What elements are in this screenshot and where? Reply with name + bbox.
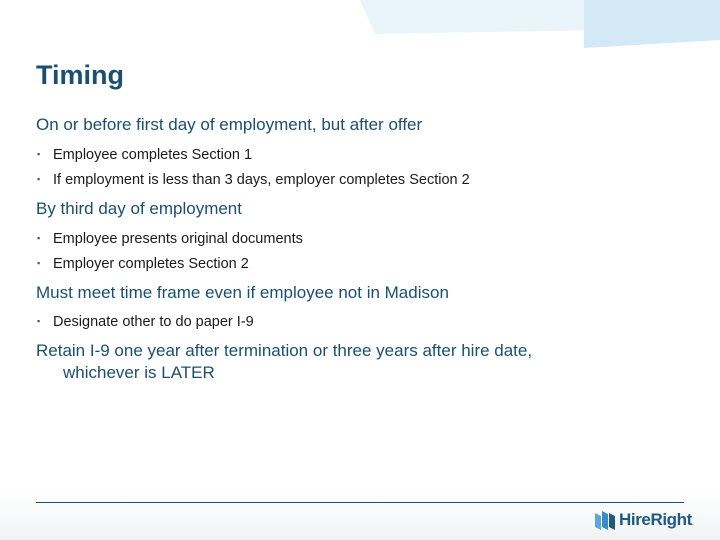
section-heading-3: Must meet time frame even if employee not in Madison — [36, 283, 449, 302]
logo-text — [619, 510, 693, 530]
bullet-item — [37, 229, 303, 248]
bullet-item — [37, 170, 470, 189]
bullet-item — [37, 312, 254, 331]
bullet-marker: ▪ — [37, 258, 41, 268]
retention-note — [36, 340, 532, 384]
header-band-accent — [584, 0, 720, 48]
bullet-text: Employee completes Section 1 — [53, 147, 253, 163]
bullet-marker: ▪ — [37, 233, 41, 243]
section-heading-2: By third day of employment — [36, 199, 242, 218]
header-decoration — [0, 0, 720, 60]
retention-line-1: Retain I-9 one year after termination or three years after hire date, — [36, 341, 533, 360]
bullet-marker: ▪ — [37, 149, 41, 159]
hireright-logo — [593, 507, 693, 533]
retention-line-2: whichever is LATER — [63, 363, 215, 382]
bullet-text: Designate other to do paper I-9 — [53, 314, 254, 330]
bullet-item — [37, 254, 249, 273]
slide-title: Timing — [36, 60, 125, 90]
bullet-marker: ▪ — [37, 174, 41, 184]
section-heading-1: On or before first day of employment, but after offer — [36, 115, 423, 134]
logo-wordmark: HireRight — [619, 510, 692, 529]
bullet-text: If employment is less than 3 days, employer completes Section 2 — [53, 172, 470, 188]
bullet-item — [37, 145, 252, 164]
footer-rule — [36, 502, 684, 503]
bullet-text: Employer completes Section 2 — [53, 256, 249, 272]
bullet-marker: ▪ — [37, 316, 41, 326]
logo-trademark: . — [691, 520, 694, 527]
bullet-text: Employee presents original documents — [53, 231, 303, 247]
logo-mark-icon — [593, 508, 617, 532]
